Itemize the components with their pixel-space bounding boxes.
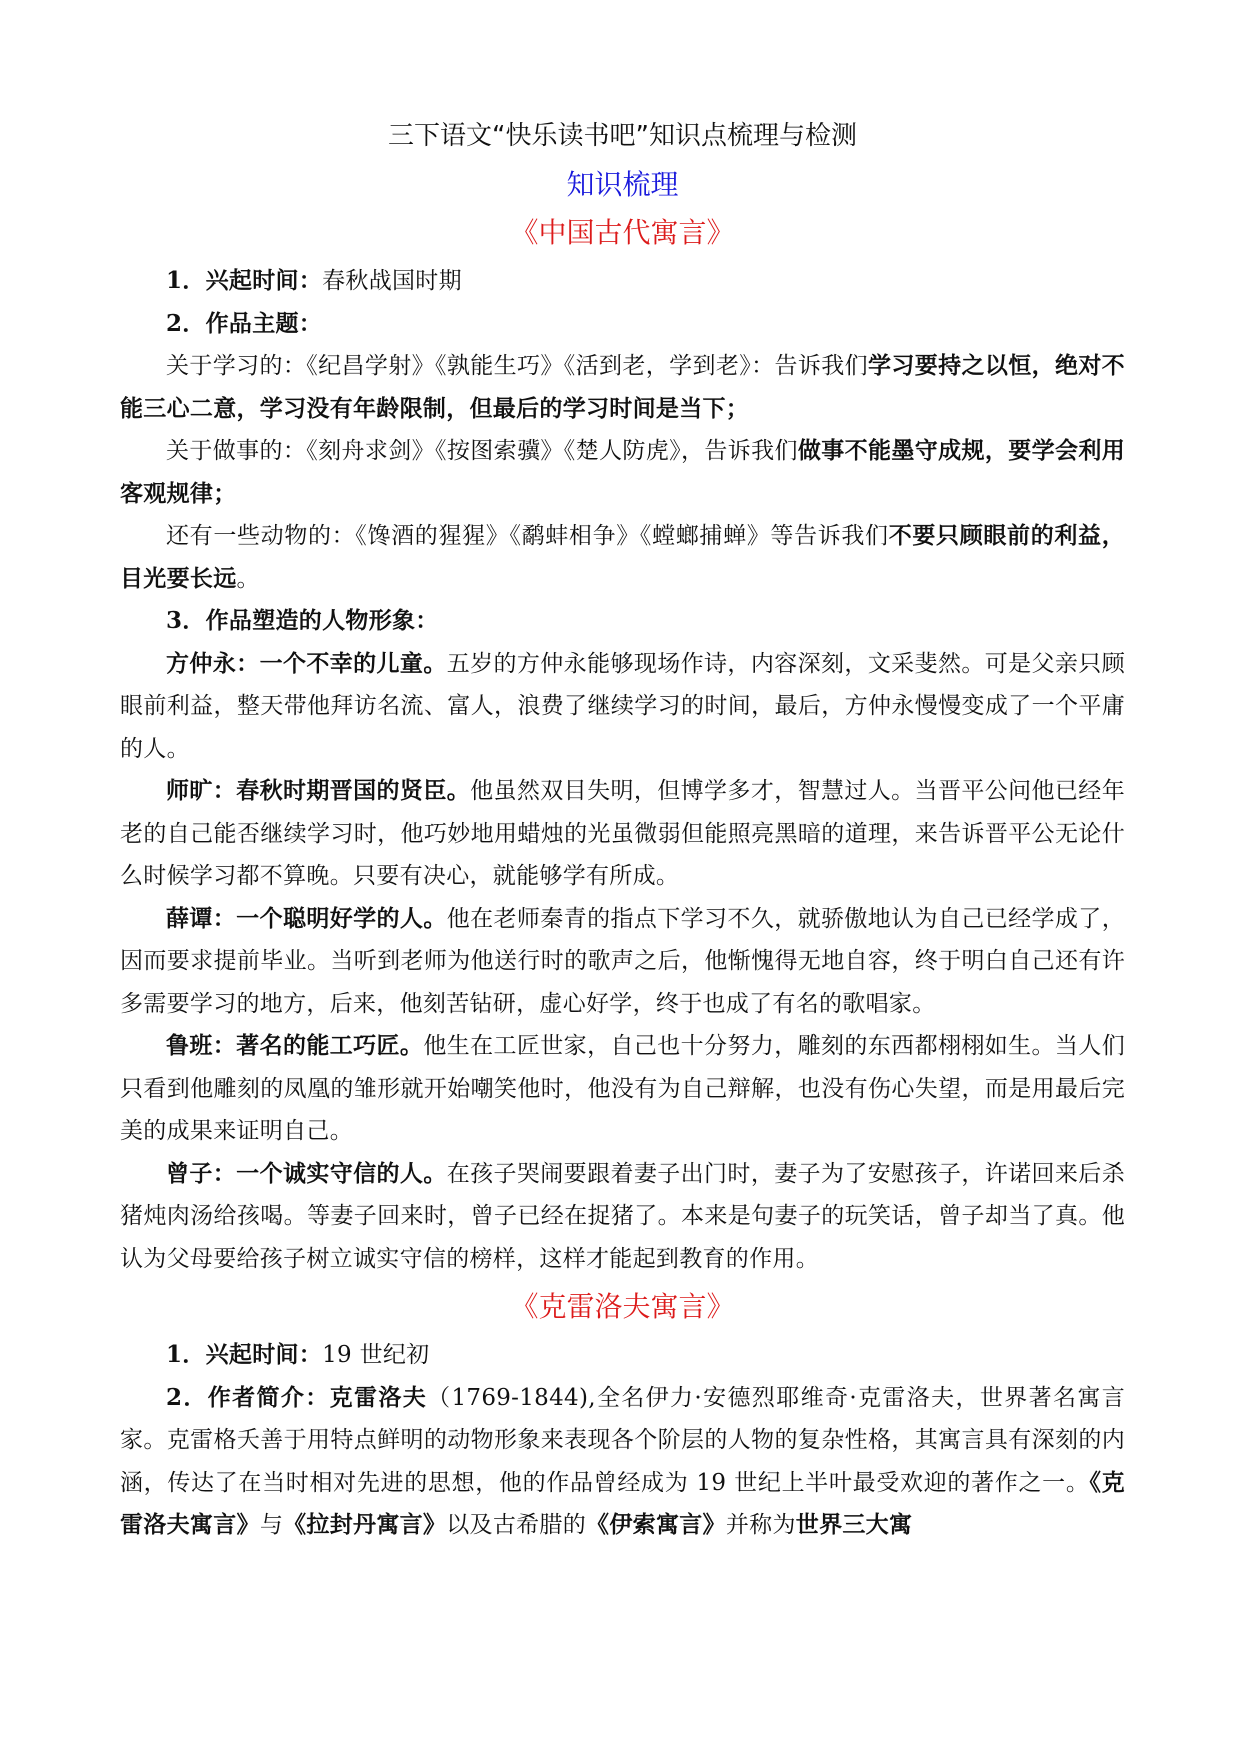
- section-body-krylov-fables: [120, 1334, 1125, 1547]
- text-span: 五岁的方仲永能够现场作诗，内容深刻，文采斐然。可是父亲只顾眼前利益，整天带他拜访名流、富人，浪费了继续学习的时间，最后，方仲永慢慢变成了一个平庸的人。: [120, 650, 1125, 762]
- text-span: 他虽然双目失明，但博学多才，智慧过人。当晋平公问他已经年老的自己能否继续学习时，他巧妙地用蜡烛的光虽微弱但能照亮黑暗的道理，来告诉晋平公无论什么时候学习都不算晚。只要有决心，就能够学有所成。: [120, 778, 1125, 889]
- bold-text: 薛谭：一个聪明好学的人。: [166, 904, 447, 932]
- text-span: 与: [259, 1512, 284, 1538]
- text-span: 并称为: [725, 1512, 796, 1538]
- bold-text: 鲁班：著名的能工巧匠。: [166, 1032, 424, 1059]
- section-heading-chinese-fables: 《中国古代寓言》: [510, 216, 735, 249]
- text-span: （1769-1844),全名伊力·安德烈耶维奇·克雷洛夫，世界著名寓言家。克雷格夭善于用特点鲜明的动物形象来表现各个阶层的人物的复杂性格，其寓言具有深刻的内涵，传达了在当时相对先进的思想，他的作品曾经成为 19 世纪上半叶最受欢迎的著作之一。: [120, 1384, 1125, 1496]
- paragraph: [120, 515, 1125, 600]
- bold-text: 3．作品塑造的人物形象：: [166, 607, 439, 634]
- text-span: 他生在工匠世家，自己也十分努力，雕刻的东西都栩栩如生。当人们只看到他雕刻的凤凰的雏形就开始嘲笑他时，他没有为自己辩解，也没有伤心失望，而是用最后完美的成果来证明自己。: [120, 1033, 1126, 1144]
- bold-text: 1．兴起时间：: [166, 1341, 323, 1368]
- text-span: 关于做事的：《刻舟求剑》《按图索骥》《楚人防虎》，告诉我们: [166, 438, 798, 464]
- document-title: 三下语文“快乐读书吧”知识点梳理与检测: [388, 121, 857, 151]
- text-span: 。: [236, 565, 260, 592]
- bold-text: 《克雷洛夫寓言》: [120, 1468, 1125, 1538]
- paragraph: [120, 260, 1125, 303]
- paragraph: [120, 1025, 1125, 1153]
- bold-text: 1．兴起时间：: [166, 267, 323, 294]
- paragraph: [120, 600, 1125, 643]
- bold-text: 学习要持之以恒，绝对不能三心二意，学习没有年龄限制，但最后的学习时间是当下；: [120, 352, 1125, 422]
- bold-text: 做事不能墨守成规，要学会利用客观规律；: [120, 437, 1126, 507]
- bold-text: 世界三大寓: [795, 1511, 913, 1538]
- bold-text: 不要只顾眼前的利益，目光要长远: [120, 522, 1126, 592]
- text-span: 以及古希腊的: [446, 1512, 587, 1538]
- section-body-chinese-fables: [120, 260, 1125, 1280]
- paragraph: [120, 430, 1125, 515]
- paragraph: [120, 1334, 1125, 1377]
- text-span: 春秋战国时期: [322, 268, 462, 294]
- text-span: 在孩子哭闹要跟着妻子出门时，妻子为了安慰孩子，许诺回来后杀猪炖肉汤给孩喝。等妻子回来时，曾子已经在捉猪了。本来是句妻子的玩笑话，曾子却当了真。他认为父母要给孩子树立诚实守信的榜样，这样才能起到教育的作用。: [120, 1160, 1125, 1272]
- bold-text: 《拉封丹寓言》: [283, 1511, 447, 1538]
- text-span: 关于学习的：《纪昌学射》《孰能生巧》《活到老，学到老》：告诉我们: [166, 353, 868, 379]
- section-heading-krylov-fables: 《克雷洛夫寓言》: [510, 1290, 735, 1323]
- text-span: 他在老师秦青的指点下学习不久，就骄傲地认为自己已经学成了，因而要求提前毕业。当听到老师为他送行时的歌声之后，他惭愧得无地自容，终于明白自己还有许多需要学习的地方，后来，他刻苦钻研，虚心好学，终于也成了有名的歌唱家。: [120, 905, 1125, 1017]
- bold-text: 师旷：春秋时期晋国的贤臣。: [166, 777, 471, 804]
- section-subtitle: 知识梳理: [566, 168, 679, 201]
- paragraph: [120, 1377, 1125, 1547]
- document-page: [120, 110, 1125, 1547]
- paragraph: [120, 898, 1125, 1026]
- bold-text: 方仲永：一个不幸的儿童。: [166, 649, 447, 677]
- paragraph: [120, 643, 1125, 771]
- bold-text: 曾子：一个诚实守信的人。: [166, 1159, 447, 1187]
- paragraph: [120, 345, 1125, 430]
- paragraph: [120, 303, 1125, 346]
- paragraph: [120, 770, 1125, 898]
- bold-text: 2．作者简介：克雷洛夫: [166, 1383, 428, 1411]
- bold-text: 2．作品主题：: [166, 309, 323, 337]
- text-span: 19 世纪初: [322, 1342, 430, 1368]
- paragraph: [120, 1153, 1125, 1281]
- text-span: 还有一些动物的：《馋酒的猩猩》《鹬蚌相争》《螳螂捕蝉》等告诉我们: [166, 523, 889, 549]
- bold-text: 《伊索寓言》: [586, 1511, 726, 1538]
